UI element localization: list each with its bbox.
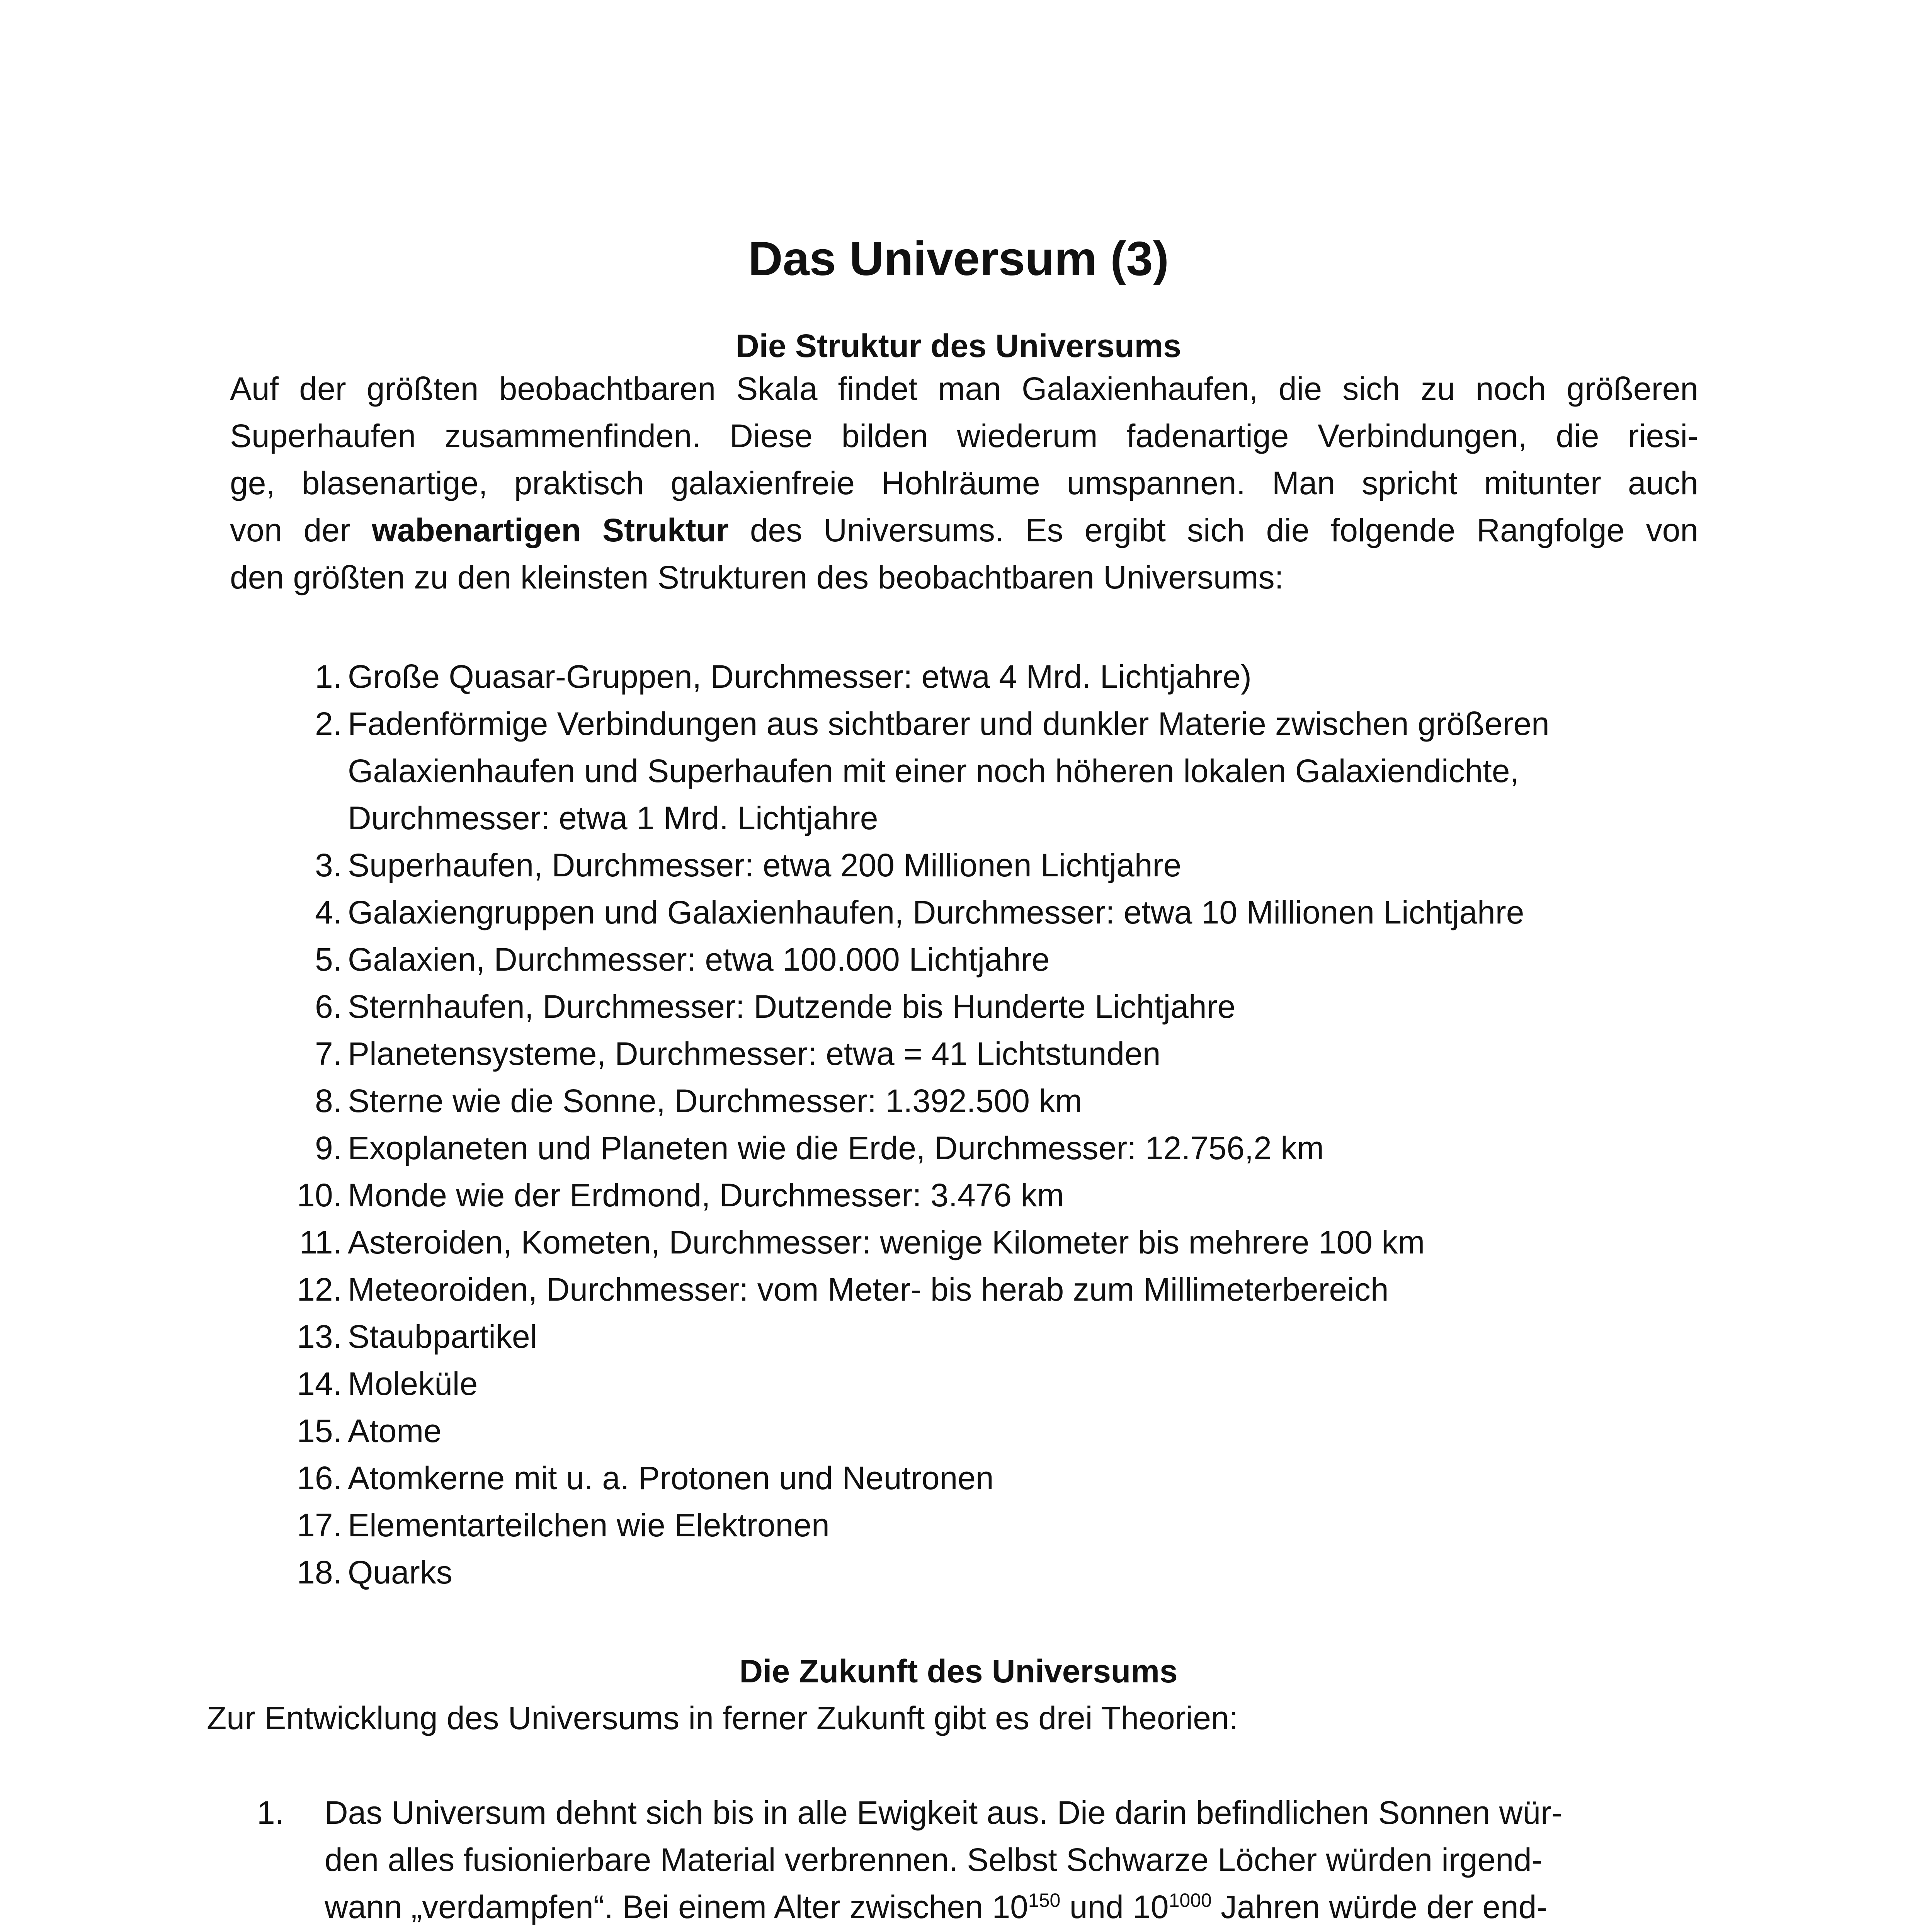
list-item xyxy=(207,1789,1714,1932)
list-text: Jahren würde der end- xyxy=(1211,1889,1548,1925)
list-number: 2. xyxy=(315,706,342,742)
list-number: 5. xyxy=(315,941,342,978)
list-line: Superhaufen, Durchmesser: etwa 200 Millionen Lichtjahre xyxy=(348,847,1182,883)
list-number: 17. xyxy=(297,1507,342,1543)
list-line: Galaxien, Durchmesser: etwa 100.000 Lichtjahre xyxy=(348,941,1050,978)
list-number: 14. xyxy=(297,1366,342,1402)
list-line: Planetensysteme, Durchmesser: etwa = 41 Lichtstunden xyxy=(348,1036,1161,1072)
list-item xyxy=(230,1313,1737,1360)
list-number: 1. xyxy=(257,1794,284,1831)
section-heading-future: Die Zukunft des Universums xyxy=(739,1653,1178,1689)
section-heading-structure: Die Struktur des Universums xyxy=(735,328,1182,364)
list-item xyxy=(230,1407,1737,1454)
list-line: Atomkerne mit u. a. Protonen und Neutronen xyxy=(348,1460,994,1496)
page-title: Das Universum (3) xyxy=(748,232,1169,286)
list-number: 13. xyxy=(297,1318,342,1355)
list-number: 6. xyxy=(315,988,342,1025)
list-item xyxy=(230,1124,1737,1172)
structure-ranking-list xyxy=(230,653,1737,1596)
paragraph-line: den größten zu den kleinsten Strukturen des beobachtbaren Universums: xyxy=(230,559,1284,595)
list-line: Große Quasar-Gruppen, Durchmesser: etwa 4 Mrd. Lichtjahre) xyxy=(348,658,1252,695)
list-item xyxy=(230,889,1737,936)
list-line: Atome xyxy=(348,1413,442,1449)
list-line xyxy=(325,1930,1714,1932)
future-intro: Zur Entwicklung des Universums in ferner Zukunft gibt es drei Theorien: xyxy=(207,1700,1238,1736)
list-item xyxy=(230,1502,1737,1549)
list-number: 7. xyxy=(315,1036,342,1072)
list-line: Moleküle xyxy=(348,1366,478,1402)
paragraph-line: Auf der größten beobachtbaren Skala findet man Galaxienhaufen, die sich zu noch größeren xyxy=(230,371,1698,407)
list-item xyxy=(230,1360,1737,1407)
list-line: Quarks xyxy=(348,1554,452,1590)
list-line: Sternhaufen, Durchmesser: Dutzende bis Hunderte Lichtjahre xyxy=(348,988,1236,1025)
bold-term-wabenartige-struktur: wabenartigen Struktur xyxy=(372,512,729,548)
list-number: 15. xyxy=(297,1413,342,1449)
paragraph-line xyxy=(230,507,1698,554)
paragraph-line: Superhaufen zusammenfinden. Diese bilden wiederum fadenartige Verbindungen, die riesi- xyxy=(230,418,1698,454)
list-line: Galaxienhaufen und Superhaufen mit einer noch höheren lokalen Galaxiendichte, xyxy=(348,753,1519,789)
list-number: 9. xyxy=(315,1130,342,1166)
list-line: Das Universum dehnt sich bis in alle Ewigkeit aus. Die darin befindlichen Sonnen wür- xyxy=(325,1794,1562,1831)
list-item xyxy=(230,842,1737,889)
list-item xyxy=(230,1549,1737,1596)
list-item xyxy=(230,653,1737,700)
paragraph-line: ge, blasenartige, praktisch galaxienfreie Hohlräume umspannen. Man spricht mitunter auch xyxy=(230,465,1698,501)
list-number: 18. xyxy=(297,1554,342,1590)
list-number: 4. xyxy=(315,894,342,930)
list-item xyxy=(230,700,1737,842)
list-line: Sterne wie die Sonne, Durchmesser: 1.392.500 km xyxy=(348,1083,1082,1119)
list-number: 3. xyxy=(315,847,342,883)
list-line: Galaxiengruppen und Galaxienhaufen, Durchmesser: etwa 10 Millionen Lichtjahre xyxy=(348,894,1524,930)
list-item xyxy=(230,936,1737,983)
list-line: den alles fusionierbare Material verbrennen. Selbst Schwarze Löcher würden irgend- xyxy=(325,1842,1543,1878)
exponent: 1000 xyxy=(1169,1889,1212,1911)
list-line: Meteoroiden, Durchmesser: vom Meter- bis herab zum Millimeterbereich xyxy=(348,1271,1389,1308)
list-item xyxy=(230,1266,1737,1313)
paragraph-text: des Universums. Es ergibt sich die folgende Rangfolge von xyxy=(728,512,1699,548)
list-item xyxy=(230,1030,1737,1077)
exponent: 150 xyxy=(1028,1889,1061,1911)
list-line: Exoplaneten und Planeten wie die Erde, Durchmesser: 12.756,2 km xyxy=(348,1130,1324,1166)
list-line: Monde wie der Erdmond, Durchmesser: 3.476 km xyxy=(348,1177,1064,1213)
list-item xyxy=(230,1172,1737,1219)
structure-paragraph xyxy=(230,365,1698,601)
list-item xyxy=(230,1077,1737,1124)
list-item xyxy=(230,1219,1737,1266)
list-number: 1. xyxy=(315,658,342,695)
list-number: 12. xyxy=(297,1271,342,1308)
list-number: 16. xyxy=(297,1460,342,1496)
list-line: Elementarteilchen wie Elektronen xyxy=(348,1507,830,1543)
list-number: 11. xyxy=(299,1224,342,1260)
list-line xyxy=(325,1883,1714,1930)
list-item xyxy=(230,983,1737,1030)
list-number: 10. xyxy=(297,1177,342,1213)
list-item xyxy=(230,1454,1737,1502)
list-text: wann „verdampfen“. Bei einem Alter zwischen 10 xyxy=(325,1889,1028,1925)
list-text: und 10 xyxy=(1060,1889,1169,1925)
list-line: Staubpartikel xyxy=(348,1318,538,1355)
future-theories-list xyxy=(207,1789,1714,1932)
list-line: Asteroiden, Kometen, Durchmesser: wenige Kilometer bis mehrere 100 km xyxy=(348,1224,1425,1260)
paragraph-text: von der xyxy=(230,512,372,548)
list-line: Fadenförmige Verbindungen aus sichtbarer und dunkler Materie zwischen größeren xyxy=(348,706,1550,742)
list-line: Durchmesser: etwa 1 Mrd. Lichtjahre xyxy=(348,800,878,836)
list-number: 8. xyxy=(315,1083,342,1119)
